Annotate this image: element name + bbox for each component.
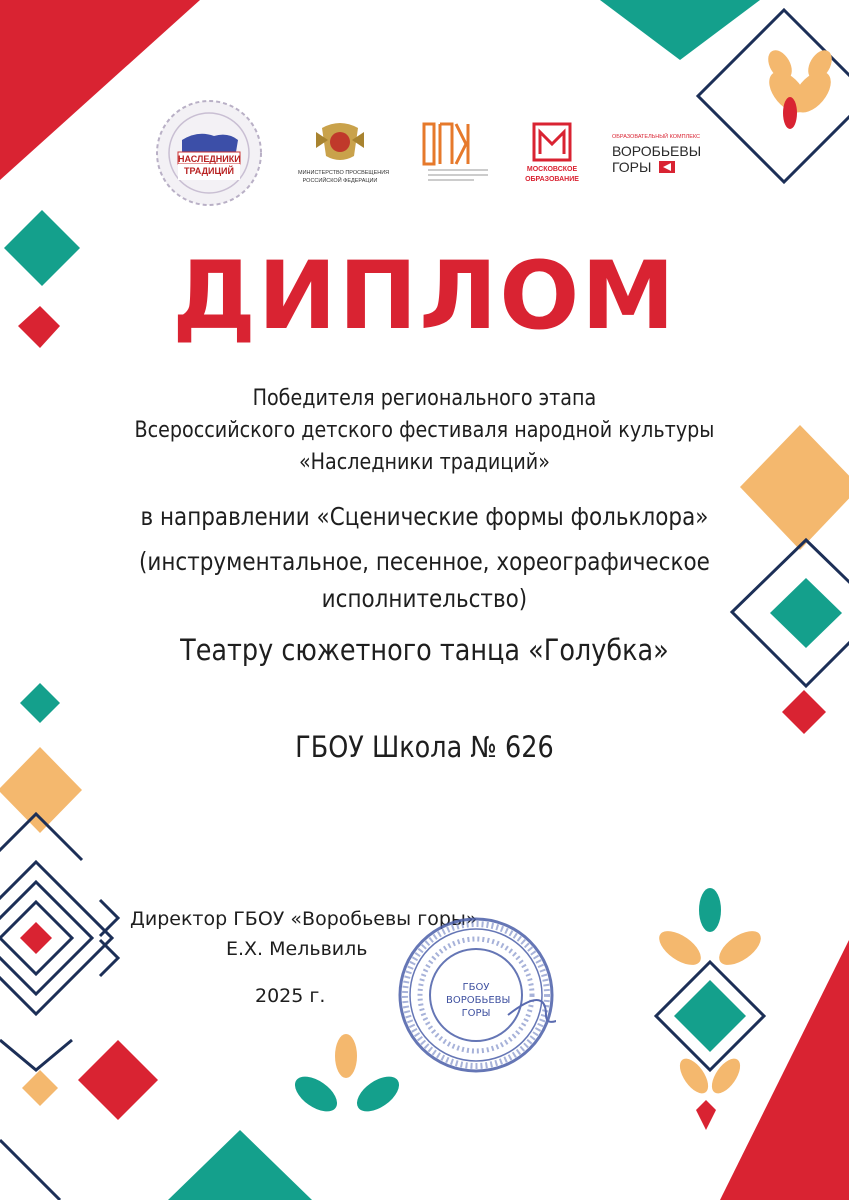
orange-leaf [706, 1054, 745, 1098]
teal-diamond-bottom-right [674, 980, 746, 1052]
navy-outline-diamond-top [698, 10, 849, 182]
orange-leaf [653, 924, 706, 971]
orange-leaf [674, 1054, 713, 1098]
red-diamond-bottom [78, 1040, 158, 1120]
vorobyovy-logo-line2: ГОРЫ [612, 159, 652, 175]
diploma-year: 2025 г. [255, 985, 326, 1007]
subtitle-line-2: Всероссийского детского фестиваля народной культуры [134, 418, 715, 443]
direction-text: в направлении «Сценические формы фольклора» [140, 502, 709, 531]
ministry-logo [298, 118, 390, 190]
school-name: ГБОУ Школа № 626 [295, 730, 554, 764]
teal-triangle-bottom [168, 1130, 312, 1200]
subtitle-line-3: «Наследники традиций» [298, 450, 550, 475]
stamp-center-text: ГБОУ ВОРОБЬЕВЫ ГОРЫ [446, 982, 511, 1019]
teal-diamond-left-small [20, 683, 60, 723]
festival-logo-line1: НАСЛЕДНИКИ [178, 154, 241, 164]
vorobyovy-mark-icon [659, 161, 675, 173]
signatory-position: Директор ГБОУ «Воробьевы горы» [130, 908, 478, 930]
subtitle-line-1: Победителя регионального этапа [252, 386, 597, 411]
red-leaf [783, 97, 797, 129]
vorobyovy-gory-logo [612, 134, 712, 182]
center-logo [408, 118, 492, 190]
teal-corner-triangle [600, 0, 760, 60]
moscow-education-logo [520, 122, 584, 188]
red-leaf [696, 1100, 716, 1130]
category-line-2: исполнительство) [321, 584, 528, 613]
ministry-logo-line2: РОССИЙСКОЙ ФЕДЕРАЦИИ [302, 178, 378, 184]
recipient-name: Театру сюжетного танца «Голубка» [180, 633, 669, 667]
official-stamp [396, 905, 556, 1089]
orange-diamond-small [22, 1070, 58, 1106]
vorobyovy-logo-caption: ОБРАЗОВАТЕЛЬНЫЙ КОМПЛЕКС [612, 134, 700, 140]
vorobyovy-logo-line1: ВОРОБЬЕВЫ [612, 143, 702, 159]
orange-leaf [713, 924, 766, 971]
red-diamond-right [782, 690, 826, 734]
signatory-name: Е.Х. Мельвиль [226, 938, 368, 960]
red-diamond-ornament [20, 922, 52, 954]
festival-logo-line2: ТРАДИЦИЙ [184, 166, 234, 176]
teal-leaf [699, 888, 721, 932]
navy-line [0, 1140, 60, 1200]
category-line-1: (инструментальное, песенное, хореографическое [138, 547, 710, 576]
ministry-logo-line1: МИНИСТЕРСТВО ПРОСВЕЩЕНИЯ [298, 170, 390, 176]
navy-ornament [0, 814, 118, 1070]
moscow-logo-line2: ОБРАЗОВАНИЕ [525, 176, 579, 183]
orange-leaf [335, 1034, 357, 1078]
orange-diamond-right [740, 425, 849, 550]
teal-leaf [289, 1070, 343, 1119]
moscow-logo-line1: МОСКОВСКОЕ [526, 166, 578, 173]
festival-logo [148, 98, 270, 208]
diploma-title: ДИПЛОМ [172, 242, 677, 351]
